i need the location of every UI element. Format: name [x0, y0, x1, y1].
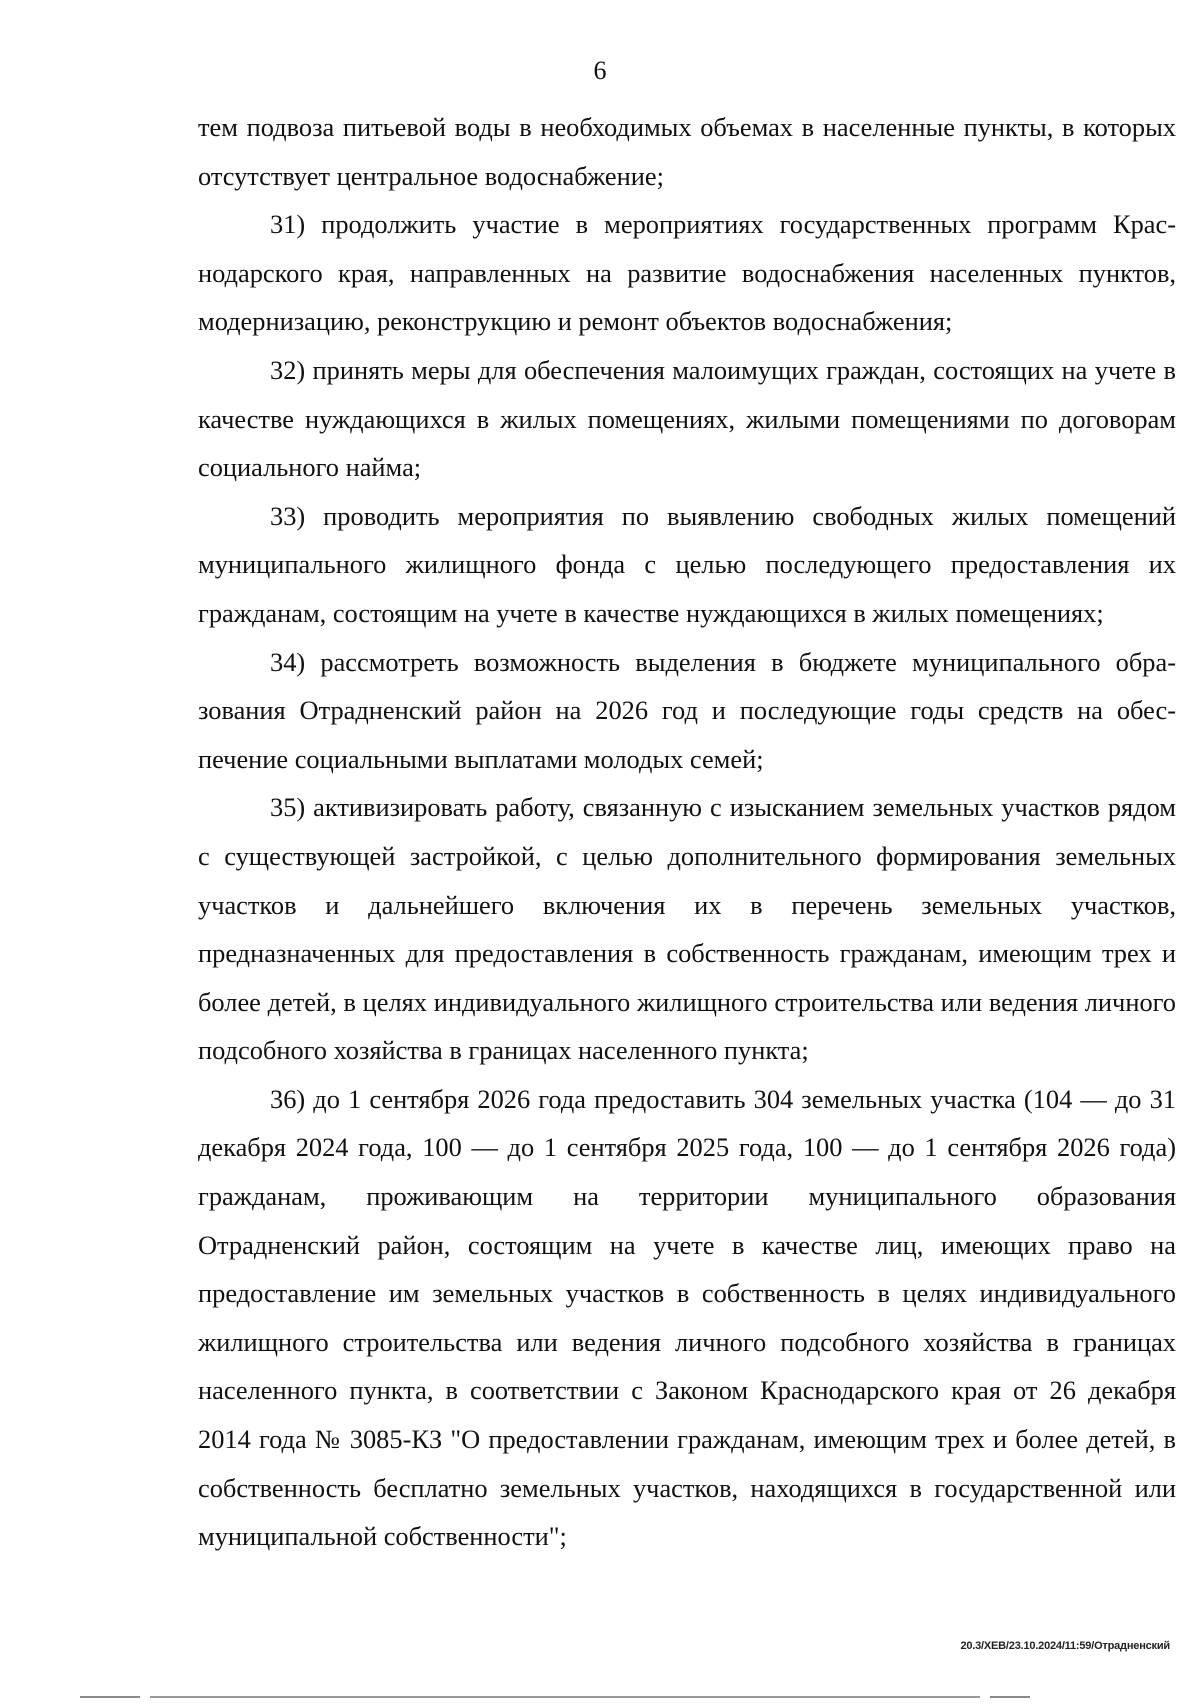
paragraph-continuation: тем подвоза питьевой воды в необходимых объемах в населенные пункты, в которых отсутствует центральное водоснабжение;	[198, 112, 1176, 191]
paragraph-item-36: 36) до 1 сентября 2026 года предоставить 304 земельных участка (104 — до 31 декабря 2024 года, 100 — до 1 сентября 2025 года, 100 — до 1 сентября 2026 года) гражданам, проживающим на территории муниципального образования Отрадненский район, состоящим на учете в качестве лиц, имеющих право на предоставление им земельных участков в собственность в целях индивидуального жилищного строительства или ведения личного подсобного хозяйства в границах населенного пункта, в соответствии с Законом Краснодарского края от 26 декабря 2014 года № 3085-КЗ "О предоставлении гражданам, имеющим трех и более детей, в собственность бесплатно земельных участков, находящихся в государственной или муниципальной собственности";	[198, 1083, 1176, 1552]
scan-edge-line	[990, 1696, 1030, 1698]
scan-edge-line	[150, 1696, 980, 1698]
paragraph-item-32: 32) принять меры для обеспечения малоимущих граждан, состоящих на учете в качестве нуждающихся в жилых помещениях, жилыми помещениями по договорам социального найма;	[198, 354, 1176, 483]
paragraph-item-35: 35) активизировать работу, связанную с изысканием земельных участков рядом с существующей застройкой, с целью дополнительного формирования земельных участков и дальнейшего включения их в перечень земельных участков, предназначенных для предоставления в собственность гражданам, имеющим трех и более детей, в целях индивидуального жилищного строительства или ведения личного подсобного хозяйства в границах населенного пункта;	[198, 792, 1176, 1066]
paragraph-item-34: 34) рассмотреть возможность выделения в бюджете муниципального образования Отрадненский район на 2026 год и последующие годы средств на обеспечение социальными выплатами молодых семей;	[198, 646, 1176, 774]
scan-edge-line	[80, 1696, 140, 1698]
registration-stamp: 20.3/ХЕВ/23.10.2024/11:59/Отрадненский	[960, 1640, 1170, 1652]
document-body	[198, 103, 1176, 1561]
paragraph-item-33: 33) проводить мероприятия по выявлению свободных жилых помещений муниципального жилищного фонда с целью последующего предоставления их гражданам, состоящим на учете в качестве нуждающихся в жилых помещениях;	[198, 500, 1176, 628]
paragraph-item-31: 31) продолжить участие в мероприятиях государственных программ Краснодарского края, направленных на развитие водоснабжения населенных пунктов, модернизацию, реконструкцию и ремонт объектов водоснабжения;	[198, 209, 1176, 337]
page-number: 6	[593, 56, 607, 85]
